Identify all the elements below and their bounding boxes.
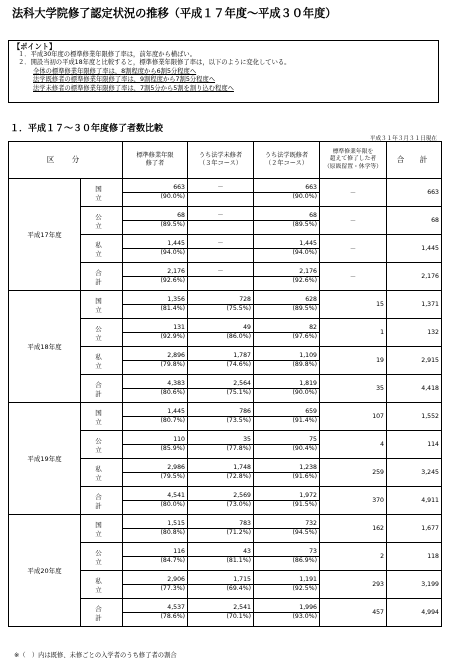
total-count: 2,915 <box>387 347 442 375</box>
as-of-date: 平成３１年３月３１日現在 <box>369 136 437 142</box>
point-line-2: ２．開設当初の平成18年度と比較すると，標準修業年限修了率は，以下のように変化している。 <box>18 59 291 67</box>
mishu-percent: (71.2%) <box>188 529 254 543</box>
total-count: 1,677 <box>387 515 442 543</box>
over-count: － <box>320 207 387 235</box>
school-type-label: 国 立 <box>81 403 123 431</box>
over-count: 457 <box>320 599 387 627</box>
kishu-percent: (91.5%) <box>254 501 320 515</box>
standard-count: 1,445 <box>123 235 188 249</box>
mishu-percent: (69.4%) <box>188 585 254 599</box>
footnote: ※（ ）内は既修、未修ごとの入学者のうち修了者の割合 <box>14 652 177 659</box>
header-mishu: うち法学未修者 （３年コース） <box>188 142 254 179</box>
over-count: 259 <box>320 459 387 487</box>
total-count: 4,911 <box>387 487 442 515</box>
point-line-5: 法学未修者の標準修業年限修了率は，7割5分から5割を割り込む程度へ <box>33 84 234 92</box>
school-type-label: 公 立 <box>81 207 123 235</box>
kishu-percent: (94.5%) <box>254 529 320 543</box>
kishu-count: 659 <box>254 403 320 417</box>
school-type-label: 合 計 <box>81 263 123 291</box>
point-line-3: 全体の標準修業年限修了率は，8割程度から6割5分程度へ <box>33 67 197 75</box>
standard-count: 1,515 <box>123 515 188 529</box>
school-type-label: 私 立 <box>81 459 123 487</box>
kishu-count: 75 <box>254 431 320 445</box>
year-label: 平成20年度 <box>9 515 81 627</box>
over-count: 107 <box>320 403 387 431</box>
mishu-count: 2,564 <box>188 375 254 389</box>
mishu-percent: (70.1%) <box>188 613 254 627</box>
over-count: 1 <box>320 319 387 347</box>
point-line-4: 法学既修者の標準修業年限修了率は，9割程度から7割5分程度へ <box>33 76 216 84</box>
mishu-percent: (81.1%) <box>188 557 254 571</box>
over-count: 15 <box>320 291 387 319</box>
kishu-percent: (91.4%) <box>254 417 320 431</box>
standard-percent: (79.5%) <box>123 473 188 487</box>
kishu-count: 2,176 <box>254 263 320 277</box>
over-count: 19 <box>320 347 387 375</box>
kishu-count: 82 <box>254 319 320 333</box>
mishu-percent: (74.6%) <box>188 361 254 375</box>
standard-percent: (92.6%) <box>123 277 188 291</box>
kishu-percent: (91.6%) <box>254 473 320 487</box>
over-count: － <box>320 235 387 263</box>
mishu-count: 786 <box>188 403 254 417</box>
total-count: 1,371 <box>387 291 442 319</box>
school-type-label: 公 立 <box>81 431 123 459</box>
kishu-percent: (90.4%) <box>254 445 320 459</box>
over-count: 293 <box>320 571 387 599</box>
standard-percent: (92.9%) <box>123 333 188 347</box>
total-count: 68 <box>387 207 442 235</box>
kishu-count: 1,238 <box>254 459 320 473</box>
standard-count: 131 <box>123 319 188 333</box>
standard-percent: (80.6%) <box>123 389 188 403</box>
standard-count: 4,537 <box>123 599 188 613</box>
mishu-count: 35 <box>188 431 254 445</box>
table-body <box>9 179 442 627</box>
standard-count: 2,906 <box>123 571 188 585</box>
point-line-1: １．平成30年度の標準修業年限修了率は，前年度から横ばい。 <box>18 51 197 58</box>
total-count: 132 <box>387 319 442 347</box>
table-header-row <box>9 142 442 179</box>
mishu-percent: (86.0%) <box>188 333 254 347</box>
year-label: 平成18年度 <box>9 291 81 403</box>
standard-count: 2,986 <box>123 459 188 473</box>
standard-count: 116 <box>123 543 188 557</box>
mishu-count: 2,541 <box>188 599 254 613</box>
mishu-percent <box>188 221 254 235</box>
mishu-percent: (73.5%) <box>188 417 254 431</box>
kishu-count: 73 <box>254 543 320 557</box>
school-type-label: 私 立 <box>81 235 123 263</box>
total-count: 663 <box>387 179 442 207</box>
standard-count: 68 <box>123 207 188 221</box>
graduates-table <box>8 141 442 627</box>
standard-percent: (77.3%) <box>123 585 188 599</box>
kishu-percent: (93.0%) <box>254 613 320 627</box>
total-count: 118 <box>387 543 442 571</box>
kishu-percent: (86.9%) <box>254 557 320 571</box>
school-type-label: 私 立 <box>81 571 123 599</box>
page-title: 法科大学院修了認定状況の推移（平成１７年度～平成３０年度） <box>12 7 337 20</box>
mishu-count: 2,569 <box>188 487 254 501</box>
kishu-percent: (89.8%) <box>254 361 320 375</box>
table-row <box>9 515 442 529</box>
mishu-count: 49 <box>188 319 254 333</box>
standard-count: 4,383 <box>123 375 188 389</box>
kishu-percent: (97.6%) <box>254 333 320 347</box>
header-kishu: うち法学既修者 （２年コース） <box>254 142 320 179</box>
kishu-percent: (89.5%) <box>254 221 320 235</box>
mishu-count: － <box>188 235 254 249</box>
total-count: 114 <box>387 431 442 459</box>
over-count: 35 <box>320 375 387 403</box>
school-type-label: 公 立 <box>81 543 123 571</box>
standard-percent: (80.0%) <box>123 501 188 515</box>
mishu-percent: (75.5%) <box>188 305 254 319</box>
kishu-count: 1,819 <box>254 375 320 389</box>
mishu-count: － <box>188 263 254 277</box>
mishu-percent <box>188 277 254 291</box>
header-kubun: 区 分 <box>9 142 123 179</box>
standard-percent: (85.9%) <box>123 445 188 459</box>
standard-percent: (78.6%) <box>123 613 188 627</box>
total-count: 1,552 <box>387 403 442 431</box>
mishu-count: 43 <box>188 543 254 557</box>
over-count: － <box>320 263 387 291</box>
mishu-count: 1,715 <box>188 571 254 585</box>
total-count: 1,445 <box>387 235 442 263</box>
standard-percent: (79.8%) <box>123 361 188 375</box>
mishu-count: 1,748 <box>188 459 254 473</box>
header-standard: 標準修業年限 修了者 <box>123 142 188 179</box>
kishu-percent: (92.5%) <box>254 585 320 599</box>
kishu-percent: (90.0%) <box>254 193 320 207</box>
standard-count: 4,541 <box>123 487 188 501</box>
mishu-count: － <box>188 207 254 221</box>
standard-percent: (90.0%) <box>123 193 188 207</box>
over-count: 4 <box>320 431 387 459</box>
kishu-count: 1,972 <box>254 487 320 501</box>
over-count: － <box>320 179 387 207</box>
standard-count: 2,176 <box>123 263 188 277</box>
standard-count: 110 <box>123 431 188 445</box>
school-type-label: 合 計 <box>81 375 123 403</box>
mishu-count: 783 <box>188 515 254 529</box>
mishu-percent <box>188 193 254 207</box>
kishu-count: 628 <box>254 291 320 305</box>
kishu-count: 1,109 <box>254 347 320 361</box>
section-title: １．平成１７～３０年度修了者数比較 <box>10 124 164 134</box>
mishu-percent: (73.0%) <box>188 501 254 515</box>
total-count: 4,994 <box>387 599 442 627</box>
mishu-count: － <box>188 179 254 193</box>
over-count: 370 <box>320 487 387 515</box>
table-row <box>9 403 442 417</box>
standard-count: 1,445 <box>123 403 188 417</box>
mishu-percent: (77.8%) <box>188 445 254 459</box>
standard-count: 663 <box>123 179 188 193</box>
over-count: 2 <box>320 543 387 571</box>
mishu-percent: (75.1%) <box>188 389 254 403</box>
school-type-label: 国 立 <box>81 179 123 207</box>
mishu-count: 728 <box>188 291 254 305</box>
kishu-percent: (90.0%) <box>254 389 320 403</box>
kishu-percent: (89.5%) <box>254 305 320 319</box>
standard-percent: (80.7%) <box>123 417 188 431</box>
year-label: 平成19年度 <box>9 403 81 515</box>
mishu-percent: (72.8%) <box>188 473 254 487</box>
standard-count: 2,896 <box>123 347 188 361</box>
school-type-label: 合 計 <box>81 487 123 515</box>
standard-percent: (80.8%) <box>123 529 188 543</box>
total-count: 4,418 <box>387 375 442 403</box>
school-type-label: 合 計 <box>81 599 123 627</box>
standard-count: 1,356 <box>123 291 188 305</box>
kishu-count: 1,996 <box>254 599 320 613</box>
header-over: 標準修業年限を 超えて修了した者 （原級留置・休学等） <box>320 142 387 179</box>
total-count: 3,199 <box>387 571 442 599</box>
total-count: 3,245 <box>387 459 442 487</box>
mishu-percent <box>188 249 254 263</box>
kishu-percent: (94.0%) <box>254 249 320 263</box>
kishu-count: 68 <box>254 207 320 221</box>
kishu-percent: (92.6%) <box>254 277 320 291</box>
mishu-count: 1,787 <box>188 347 254 361</box>
kishu-count: 732 <box>254 515 320 529</box>
school-type-label: 国 立 <box>81 515 123 543</box>
kishu-count: 1,191 <box>254 571 320 585</box>
header-total: 合 計 <box>387 142 442 179</box>
total-count: 2,176 <box>387 263 442 291</box>
table-row <box>9 179 442 193</box>
kishu-count: 663 <box>254 179 320 193</box>
points-box <box>8 40 439 103</box>
kishu-count: 1,445 <box>254 235 320 249</box>
standard-percent: (89.5%) <box>123 221 188 235</box>
points-heading: 【ポイント】 <box>13 42 57 51</box>
standard-percent: (81.4%) <box>123 305 188 319</box>
standard-percent: (84.7%) <box>123 557 188 571</box>
standard-percent: (94.0%) <box>123 249 188 263</box>
school-type-label: 私 立 <box>81 347 123 375</box>
over-count: 162 <box>320 515 387 543</box>
table-row <box>9 291 442 305</box>
school-type-label: 公 立 <box>81 319 123 347</box>
school-type-label: 国 立 <box>81 291 123 319</box>
year-label: 平成17年度 <box>9 179 81 291</box>
